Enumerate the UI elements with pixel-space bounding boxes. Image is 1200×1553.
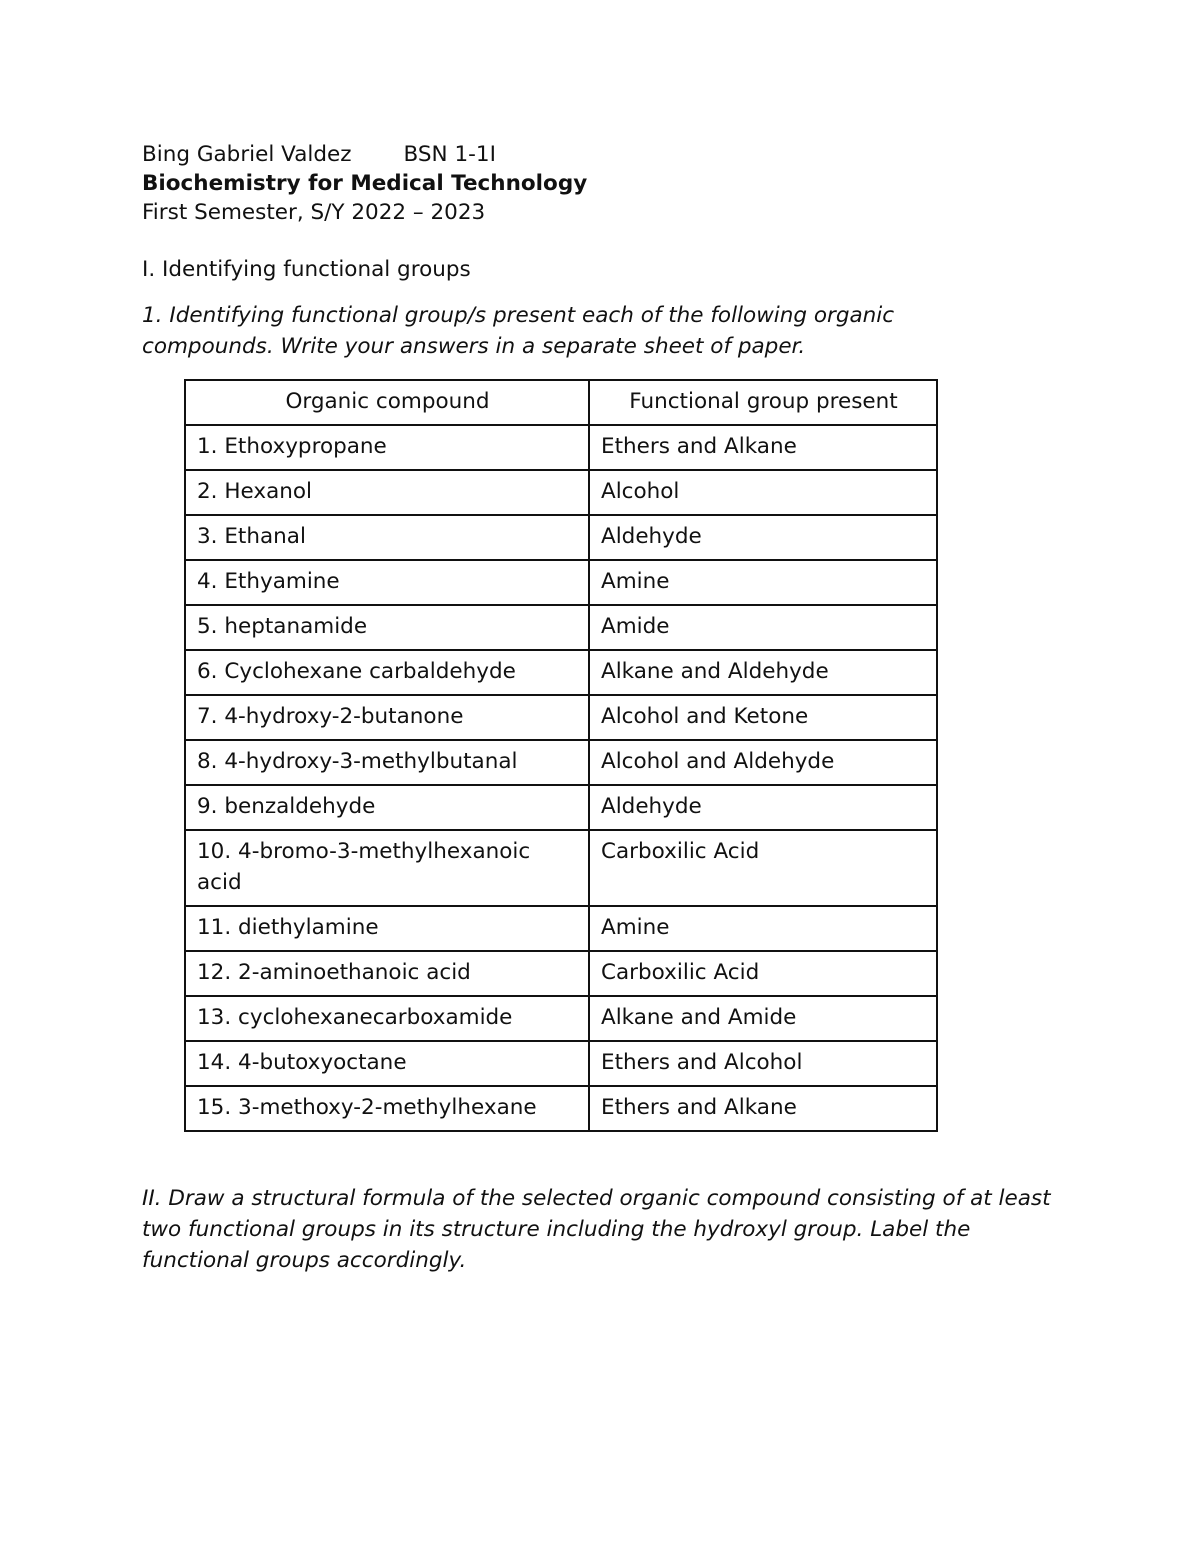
table-body [185, 425, 937, 1131]
compound-cell: 8. 4-hydroxy-3-methylbutanal [185, 740, 589, 785]
compound-cell: 11. diethylamine [185, 906, 589, 951]
functional-group-cell: Carboxilic Acid [589, 830, 937, 906]
table-row [185, 470, 937, 515]
compound-cell: 15. 3-methoxy-2-methylhexane [185, 1086, 589, 1131]
table-row [185, 996, 937, 1041]
column-header-compound: Organic compound [185, 380, 589, 425]
table-row [185, 740, 937, 785]
functional-groups-table [184, 379, 938, 1132]
table-row [185, 650, 937, 695]
table-row [185, 695, 937, 740]
term: First Semester, S/Y 2022 – 2023 [142, 200, 486, 225]
functional-group-cell: Aldehyde [589, 515, 937, 560]
functional-group-cell: Carboxilic Acid [589, 951, 937, 996]
compound-cell: 4. Ethyamine [185, 560, 589, 605]
compound-cell: 12. 2-aminoethanoic acid [185, 951, 589, 996]
section-title-part1: I. Identifying functional groups [142, 257, 471, 282]
name-row [142, 140, 1072, 169]
table-row [185, 1086, 937, 1131]
table-row [185, 951, 937, 996]
functional-group-cell: Amide [589, 605, 937, 650]
functional-group-cell: Alkane and Aldehyde [589, 650, 937, 695]
document-page [142, 140, 1072, 1273]
table-row [185, 785, 937, 830]
table-header-row [185, 380, 937, 425]
student-name: Bing Gabriel Valdez [142, 142, 352, 167]
functional-group-cell: Alcohol and Ketone [589, 695, 937, 740]
table-row [185, 425, 937, 470]
compound-cell: 6. Cyclohexane carbaldehyde [185, 650, 589, 695]
column-header-group: Functional group present [589, 380, 937, 425]
functional-group-cell: Ethers and Alkane [589, 1086, 937, 1131]
compound-cell: 10. 4-bromo-3-methylhexanoic acid [185, 830, 589, 906]
functional-group-cell: Alkane and Amide [589, 996, 937, 1041]
functional-group-cell: Amine [589, 906, 937, 951]
table-row [185, 1041, 937, 1086]
compound-cell: 5. heptanamide [185, 605, 589, 650]
functional-group-cell: Amine [589, 560, 937, 605]
compound-cell: 7. 4-hydroxy-2-butanone [185, 695, 589, 740]
table-row [185, 830, 937, 906]
part1-instruction: 1. Identifying functional group/s present each of the following organic compounds. Write your answers in a separate sheet of paper. [142, 303, 895, 359]
compound-cell: 14. 4-butoxyoctane [185, 1041, 589, 1086]
compound-cell: 2. Hexanol [185, 470, 589, 515]
functional-group-cell: Ethers and Alcohol [589, 1041, 937, 1086]
functional-group-cell: Alcohol [589, 470, 937, 515]
functional-group-cell: Alcohol and Aldehyde [589, 740, 937, 785]
table-row [185, 605, 937, 650]
compound-cell: 3. Ethanal [185, 515, 589, 560]
course-title: Biochemistry for Medical Technology [142, 171, 588, 196]
part2-instruction: II. Draw a structural formula of the selected organic compound consisting of at least two functional groups in its structure including the hydroxyl group. Label the functional groups accordingly. [142, 1186, 1051, 1273]
functional-group-cell: Aldehyde [589, 785, 937, 830]
compound-cell: 13. cyclohexanecarboxamide [185, 996, 589, 1041]
table-row [185, 515, 937, 560]
compound-cell: 1. Ethoxypropane [185, 425, 589, 470]
functional-group-cell: Ethers and Alkane [589, 425, 937, 470]
table-row [185, 906, 937, 951]
compound-cell: 9. benzaldehyde [185, 785, 589, 830]
table-row [185, 560, 937, 605]
class-section: BSN 1-1I [403, 142, 496, 167]
